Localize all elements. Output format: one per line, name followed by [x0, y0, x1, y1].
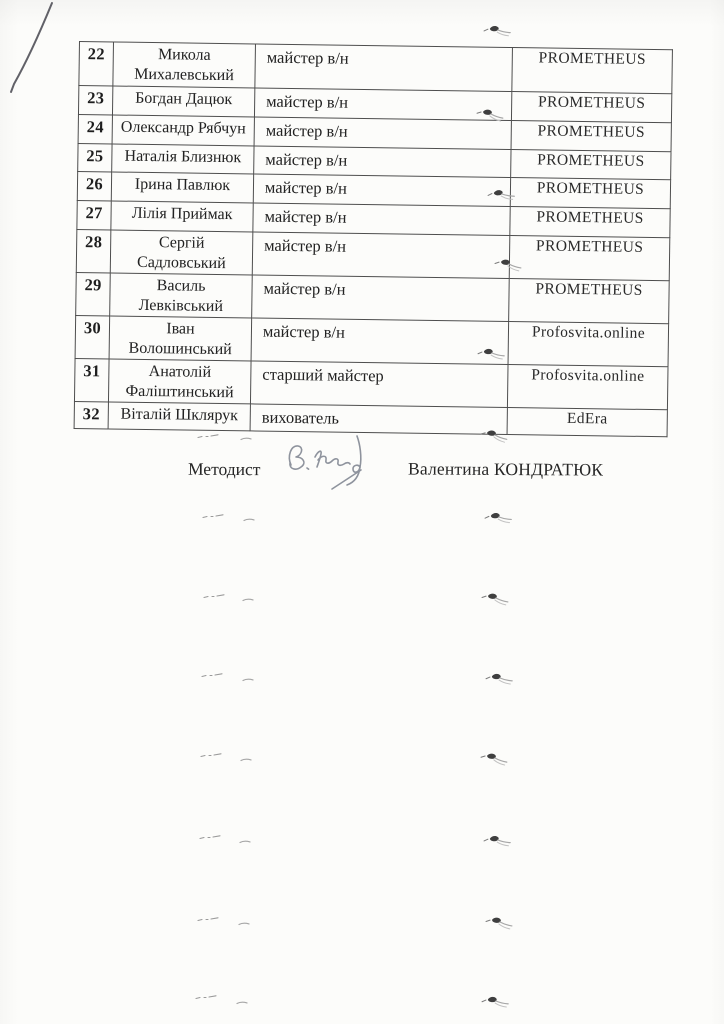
name-cell: Лілія Приймак [111, 201, 253, 232]
name-cell: Богдан Дацюк [112, 86, 254, 117]
scan-mark [238, 920, 251, 927]
name-cell: Сергій Садловський [110, 230, 253, 275]
name-cell: Ірина Павлюк [111, 172, 253, 203]
platform-cell: Profosvita.online [507, 365, 668, 410]
scan-mark [239, 838, 252, 845]
scan-mark [242, 676, 255, 683]
row-number-cell: 23 [78, 86, 112, 115]
scan-mark [199, 833, 223, 841]
platform-cell: PROMETHEUS [512, 48, 673, 94]
position-cell: майстер в/н [253, 203, 510, 236]
scan-smudge [480, 749, 511, 767]
platform-cell: PROMETHEUS [511, 92, 671, 123]
scan-mark [243, 516, 256, 523]
platform-cell: EdEra [507, 408, 667, 437]
row-number-cell: 24 [78, 114, 112, 143]
table-row [76, 272, 670, 323]
position-cell: майстер в/н [254, 88, 511, 121]
position-cell: старший майстер [250, 361, 508, 408]
platform-cell: Profosvita.online [508, 322, 669, 367]
name-cell: Олександр Рябчун [112, 115, 254, 146]
platform-cell: PROMETHEUS [510, 178, 670, 209]
table-row [76, 229, 670, 280]
row-number-cell: 26 [77, 171, 111, 200]
table-row [74, 358, 668, 409]
name-cell: Іван Волошинський [109, 316, 252, 361]
scan-smudge [483, 508, 514, 527]
scan-smudge [481, 992, 512, 1010]
scan-mark [240, 435, 253, 442]
platform-cell: PROMETHEUS [510, 207, 670, 238]
corner-pen-mark [0, 0, 80, 110]
name-cell: Микола Михалевський [113, 42, 256, 88]
scan-smudge [482, 831, 513, 849]
scan-mark [197, 432, 221, 440]
platform-cell: PROMETHEUS [509, 279, 670, 324]
scan-smudge [481, 589, 512, 606]
staff-table [74, 41, 673, 437]
scan-mark [197, 915, 221, 923]
scan-mark [242, 596, 255, 603]
position-cell: майстер в/н [254, 117, 511, 150]
row-number-cell: 27 [77, 200, 111, 229]
platform-cell: PROMETHEUS [511, 150, 671, 180]
row-number-cell: 32 [74, 401, 108, 428]
row-number-cell: 29 [76, 272, 111, 315]
position-cell: майстер в/н [251, 318, 509, 365]
scan-mark [195, 993, 219, 1001]
scan-smudge [482, 21, 513, 39]
scan-mark [236, 999, 249, 1006]
position-cell: майстер в/н [255, 44, 513, 92]
signature-role-label: Методист [187, 458, 261, 480]
row-number-cell: 22 [79, 42, 114, 86]
scan-mark [201, 671, 225, 679]
row-number-cell: 25 [78, 143, 112, 171]
name-cell: Наталія Близнюк [112, 144, 254, 174]
row-number-cell: 28 [76, 229, 111, 272]
scan-smudge [485, 913, 516, 930]
scan-mark [200, 751, 224, 759]
scan-mark [202, 512, 226, 520]
row-number-cell: 30 [75, 315, 110, 358]
position-cell: майстер в/н [254, 146, 511, 178]
platform-cell: PROMETHEUS [511, 121, 671, 152]
position-cell: майстер в/н [253, 174, 510, 207]
position-cell: вихователь [250, 404, 507, 435]
platform-cell: PROMETHEUS [509, 236, 670, 281]
scan-mark [203, 592, 227, 600]
scan-smudge [485, 669, 516, 687]
signatory-name: Валентина КОНДРАТЮК [407, 458, 604, 480]
row-number-cell: 31 [74, 358, 109, 401]
scan-mark [240, 756, 253, 763]
name-cell: Віталій Шклярук [108, 402, 250, 431]
name-cell: Анатолій Фаліштинський [108, 359, 251, 404]
position-cell: майстер в/н [252, 275, 510, 322]
table-row [75, 315, 669, 366]
handwritten-signature [280, 431, 382, 495]
position-cell: майстер в/н [252, 232, 510, 279]
name-cell: Василь Левківський [110, 273, 253, 318]
